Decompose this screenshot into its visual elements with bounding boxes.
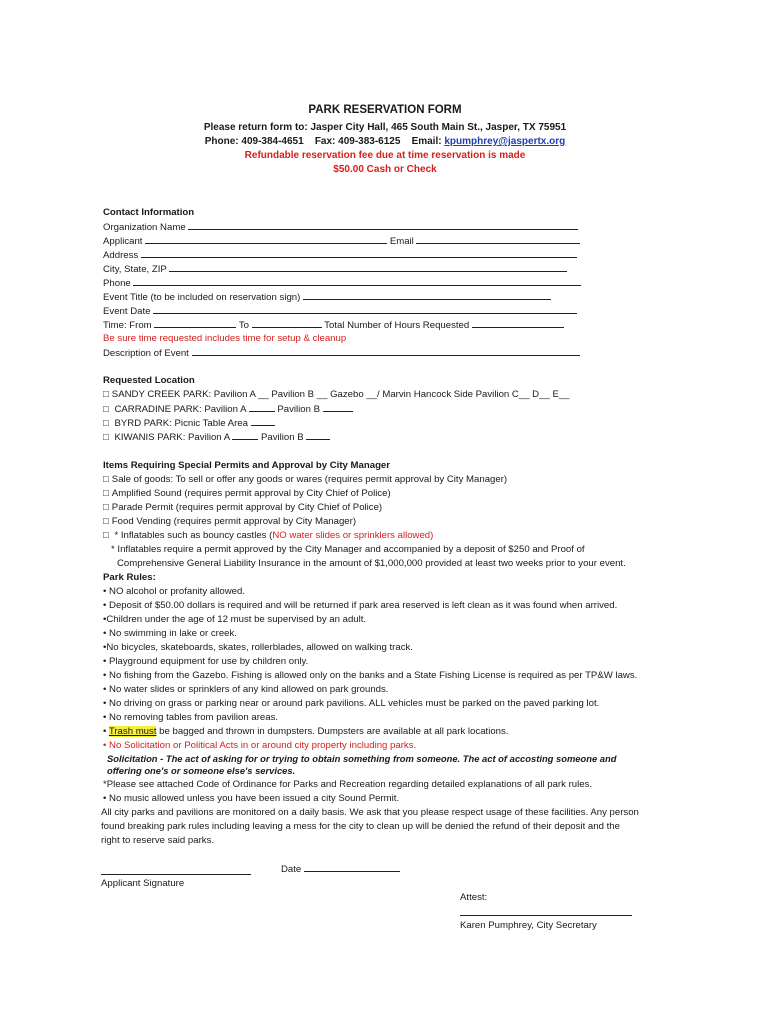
phone-label: Phone bbox=[103, 278, 131, 289]
kiwanis-a-label: KIWANIS PARK: Pavilion A bbox=[114, 432, 230, 443]
phone-field[interactable] bbox=[133, 276, 581, 286]
carradine-b-field[interactable] bbox=[323, 402, 353, 412]
rule-item: • Playground equipment for use by children only. bbox=[103, 656, 309, 667]
inflatables-warning: NO water slides or sprinklers allowed) bbox=[272, 530, 434, 541]
rule-item: • No swimming in lake or creek. bbox=[103, 628, 237, 639]
rule-item: • No driving on grass or parking near or around park pavilions. ALL vehicles must be parked on the paved parking lot. bbox=[103, 698, 600, 709]
trash-bullet: • bbox=[103, 726, 107, 737]
time-to-field[interactable] bbox=[252, 318, 322, 328]
city-row bbox=[103, 262, 567, 276]
phone-number: Phone: 409-384-4651 bbox=[204, 136, 304, 147]
byrd-option[interactable] bbox=[103, 416, 275, 430]
address-label: Address bbox=[103, 250, 139, 261]
rule-item: • No removing tables from pavilion areas. bbox=[103, 712, 279, 723]
rule-item: •Children under the age of 12 must be supervised by an adult. bbox=[103, 614, 367, 625]
trash-highlight: Trash must bbox=[108, 726, 157, 737]
description-field[interactable] bbox=[192, 346, 580, 356]
city-field[interactable] bbox=[169, 262, 567, 272]
address-field[interactable] bbox=[141, 248, 577, 258]
total-hours-field[interactable] bbox=[472, 318, 564, 328]
kiwanis-b-field[interactable] bbox=[306, 430, 330, 440]
attest-signature-line[interactable] bbox=[460, 915, 632, 916]
fee-notice: Refundable reservation fee due at time reservation is made bbox=[244, 150, 526, 161]
event-title-label: Event Title (to be included on reservation sign) bbox=[103, 292, 301, 303]
rule-item: •No bicycles, skateboards, skates, rollerblades, allowed on walking track. bbox=[103, 642, 413, 653]
permit-item[interactable]: □ Amplified Sound (requires permit approval by City Chief of Police) bbox=[103, 487, 391, 500]
contact-line bbox=[0, 136, 770, 147]
rule-item: • No water slides or sprinklers of any kind allowed on park grounds. bbox=[103, 684, 389, 695]
time-from-label: Time: From bbox=[103, 320, 152, 331]
carradine-option[interactable] bbox=[103, 402, 353, 416]
applicant-field[interactable] bbox=[145, 234, 387, 244]
date-row bbox=[281, 862, 400, 876]
sandy-creek-option[interactable]: □ SANDY CREEK PARK: Pavilion A __ Pavilion B __ Gazebo __/ Marvin Hancock Side Pavilion C__ D__ E__ bbox=[103, 388, 570, 401]
rule-item: • No fishing from the Gazebo. Fishing is allowed only on the banks and a State Fishing License is required as per TP&W laws. bbox=[103, 670, 638, 681]
inflatables-note: Comprehensive General Liability Insurance in the amount of $1,000,000 provided at least two weeks prior to your event. bbox=[117, 558, 626, 569]
email-link[interactable]: kpumphrey@jaspertx.org bbox=[444, 136, 566, 147]
permit-item[interactable]: □ Parade Permit (requires permit approval by City Chief of Police) bbox=[103, 501, 382, 514]
permit-item-inflatables[interactable] bbox=[103, 529, 433, 542]
inflatables-label: * Inflatables such as bouncy castles ( bbox=[114, 530, 273, 541]
email-field[interactable] bbox=[416, 234, 580, 244]
byrd-field[interactable] bbox=[251, 416, 275, 426]
email-field-label: Email bbox=[389, 236, 414, 247]
phone-row bbox=[103, 276, 581, 290]
permit-item[interactable]: □ Sale of goods: To sell or offer any goods or wares (requires permit approval by City Manager) bbox=[103, 473, 507, 486]
applicant-label: Applicant bbox=[103, 236, 143, 247]
rules-heading: Park Rules: bbox=[103, 572, 156, 583]
kiwanis-option[interactable] bbox=[103, 430, 330, 444]
time-row bbox=[103, 318, 564, 332]
carradine-a-field[interactable] bbox=[249, 402, 275, 412]
email-label: Email: bbox=[411, 136, 442, 147]
date-label: Date bbox=[281, 864, 302, 875]
fax-number: Fax: 409-383-6125 bbox=[314, 136, 401, 147]
inflatables-note: * Inflatables require a permit approved by the City Manager and accompanied by a deposit of $250 and Proof of bbox=[111, 544, 585, 555]
description-row bbox=[103, 346, 580, 360]
org-name-field[interactable] bbox=[188, 220, 578, 230]
monitoring-note: found breaking park rules including leaving a mess for the city to clean up will be denied the refund of their deposit and the bbox=[101, 821, 620, 832]
setup-note: Be sure time requested includes time for setup & cleanup bbox=[103, 333, 347, 344]
rule-item: • NO alcohol or profanity allowed. bbox=[103, 586, 246, 597]
fee-amount: $50.00 Cash or Check bbox=[333, 164, 437, 175]
kiwanis-b-label: Pavilion B bbox=[260, 432, 304, 443]
event-title-field[interactable] bbox=[303, 290, 551, 300]
description-label: Description of Event bbox=[103, 348, 189, 359]
rule-item-trash bbox=[103, 725, 508, 738]
applicant-signature-line[interactable] bbox=[101, 874, 251, 875]
monitoring-note: All city parks and pavilions are monitored on a daily basis. We ask that you please respect usage of these facilities. Any person bbox=[101, 807, 639, 818]
applicant-row bbox=[103, 234, 580, 248]
applicant-signature-label: Applicant Signature bbox=[101, 878, 185, 889]
return-address: Please return form to: Jasper City Hall, 465 South Main St., Jasper, TX 75951 bbox=[203, 122, 567, 133]
trash-text: be bagged and thrown in dumpsters. Dumpsters are available at all park locations. bbox=[159, 726, 509, 737]
date-field[interactable] bbox=[304, 862, 400, 872]
carradine-b-label: Pavilion B bbox=[277, 404, 320, 415]
permit-item[interactable]: □ Food Vending (requires permit approval by City Manager) bbox=[103, 515, 356, 528]
org-name-row bbox=[103, 220, 578, 234]
event-title-row bbox=[103, 290, 551, 304]
time-from-field[interactable] bbox=[154, 318, 236, 328]
rule-item: • Deposit of $50.00 dollars is required and will be returned if park area reserved is left clean as it was found when arrived. bbox=[103, 600, 618, 611]
total-hours-label: Total Number of Hours Requested bbox=[324, 320, 470, 331]
attest-label: Attest: bbox=[460, 892, 488, 903]
event-date-label: Event Date bbox=[103, 306, 151, 317]
contact-heading: Contact Information bbox=[103, 207, 195, 218]
event-date-field[interactable] bbox=[153, 304, 577, 314]
address-row bbox=[103, 248, 577, 262]
time-to-label: To bbox=[238, 320, 249, 331]
city-secretary-label: Karen Pumphrey, City Secretary bbox=[460, 920, 597, 931]
location-heading: Requested Location bbox=[103, 375, 195, 386]
carradine-a-label: CARRADINE PARK: Pavilion A bbox=[114, 404, 246, 415]
event-date-row bbox=[103, 304, 577, 318]
kiwanis-a-field[interactable] bbox=[232, 430, 258, 440]
solicitation-rule: • No Solicitation or Political Acts in or around city property including parks. bbox=[103, 740, 417, 751]
form-title: PARK RESERVATION FORM bbox=[308, 104, 462, 116]
org-name-label: Organization Name bbox=[103, 222, 186, 233]
permits-heading: Items Requiring Special Permits and Approval by City Manager bbox=[103, 460, 390, 471]
solicitation-definition: offering one's or someone else's services. bbox=[107, 765, 296, 776]
monitoring-note: right to reserve said parks. bbox=[101, 835, 215, 846]
solicitation-definition: Solicitation - The act of asking for or trying to obtain something from someone. The act of accosting someone and bbox=[107, 753, 617, 764]
city-label: City, State, ZIP bbox=[103, 264, 167, 275]
byrd-label: BYRD PARK: Picnic Table Area bbox=[114, 418, 248, 429]
music-rule: • No music allowed unless you have been issued a city Sound Permit. bbox=[103, 793, 400, 804]
ordinance-note: *Please see attached Code of Ordinance for Parks and Recreation regarding detailed explanations of all park rules. bbox=[103, 779, 593, 790]
